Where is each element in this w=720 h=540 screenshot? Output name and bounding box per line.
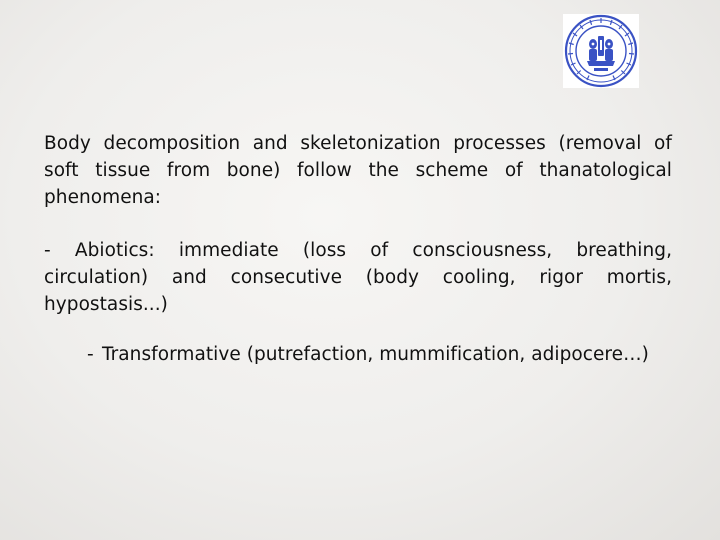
transformative-bullet-item <box>44 341 672 368</box>
intro-paragraph: Body decomposition and skeletonization processes (removal of soft tissue from bone) follow the scheme of thanatological phenomena: <box>44 133 672 208</box>
university-seal-icon <box>563 14 639 88</box>
transformative-text: Transformative (putrefaction, mummification, adipocere…) <box>102 344 649 365</box>
bullet-dash: - <box>87 344 94 365</box>
slide-body <box>44 130 672 368</box>
abiotics-paragraph: - Abiotics: immediate (loss of consciousness, breathing, circulation) and consecutive (body cooling, rigor mortis, hypostasis...) <box>44 240 672 315</box>
